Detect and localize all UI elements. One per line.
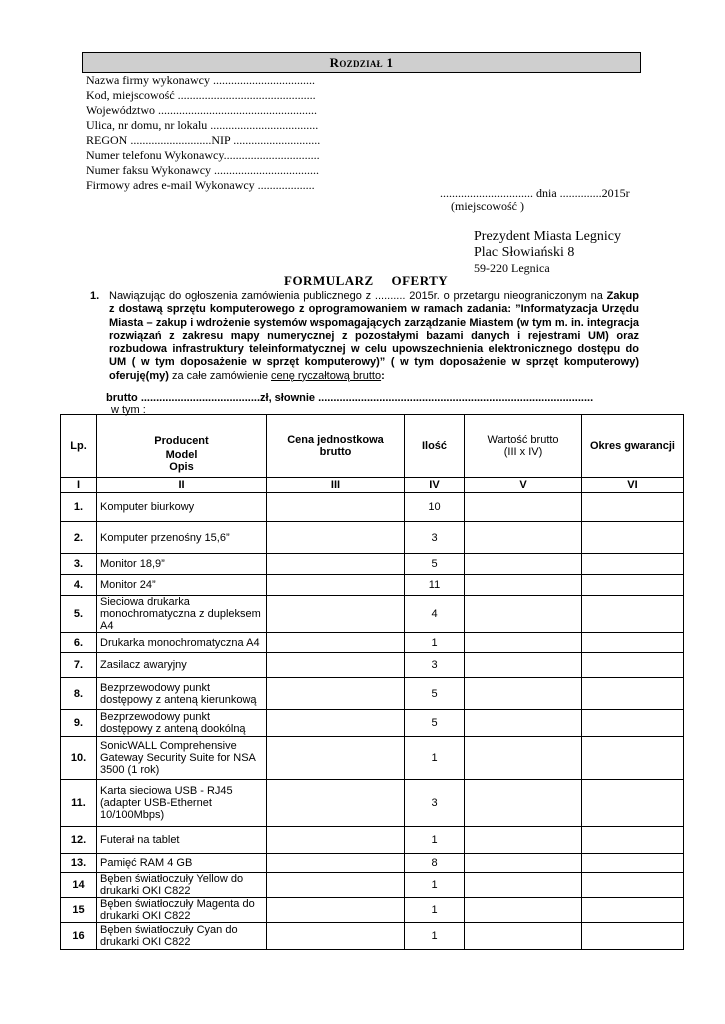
row-lp: 4. <box>61 575 97 596</box>
row-warranty-cell[interactable] <box>582 854 684 873</box>
row-unit-price-cell[interactable] <box>267 827 405 854</box>
table-row <box>61 737 684 780</box>
table-row <box>61 710 684 737</box>
roman-numeral-row <box>61 478 684 493</box>
row-product-name: Pamięć RAM 4 GB <box>97 854 267 873</box>
paragraph-text-end: : <box>381 369 385 382</box>
field-fax[interactable]: Numer faksu Wykonawcy ................................... <box>86 163 320 177</box>
row-product-name: Bezprzewodowy punkt dostępowy z anteną dookólną <box>97 710 267 737</box>
row-product-name: Bęben światłoczuły Magenta do drukarki OKI C822 <box>97 898 267 923</box>
row-warranty-cell[interactable] <box>582 554 684 575</box>
paragraph-text-mid: za całe zamówienie <box>168 369 272 382</box>
row-warranty-cell[interactable] <box>582 678 684 710</box>
table-row <box>61 780 684 827</box>
field-postal-city[interactable]: Kod, miejscowość .............................................. <box>86 88 316 102</box>
row-unit-price-cell[interactable] <box>267 923 405 950</box>
row-total-cell[interactable] <box>465 596 582 633</box>
roman-6: VI <box>582 478 684 493</box>
row-product-name: Futerał na tablet <box>97 827 267 854</box>
row-warranty-cell[interactable] <box>582 873 684 898</box>
row-unit-price-cell[interactable] <box>267 522 405 554</box>
row-quantity: 1 <box>405 737 465 780</box>
recipient-line-1: Prezydent Miasta Legnicy <box>474 229 621 244</box>
paragraph-text-underline: cenę ryczałtową brutto <box>271 369 382 382</box>
row-warranty-cell[interactable] <box>582 710 684 737</box>
row-product-name: Bęben światłoczuły Cyan do drukarki OKI C822 <box>97 923 267 950</box>
form-title: FORMULARZ OFERTY <box>284 273 449 288</box>
row-product-name: Sieciowa drukarka monochromatyczna z dupleksem A4 <box>97 596 267 633</box>
row-quantity: 3 <box>405 653 465 678</box>
row-warranty-cell[interactable] <box>582 493 684 522</box>
row-unit-price-cell[interactable] <box>267 854 405 873</box>
row-warranty-cell[interactable] <box>582 898 684 923</box>
row-unit-price-cell[interactable] <box>267 780 405 827</box>
row-quantity: 1 <box>405 898 465 923</box>
row-product-name: Drukarka monochromatyczna A4 <box>97 633 267 653</box>
row-total-cell[interactable] <box>465 493 582 522</box>
row-warranty-cell[interactable] <box>582 633 684 653</box>
field-regon-nip[interactable]: REGON ...........................NIP ............................. <box>86 133 321 147</box>
row-quantity: 1 <box>405 633 465 653</box>
row-lp: 9. <box>61 710 97 737</box>
row-lp: 14 <box>61 873 97 898</box>
row-total-cell[interactable] <box>465 554 582 575</box>
row-quantity: 1 <box>405 873 465 898</box>
table-row <box>61 575 684 596</box>
roman-1: I <box>61 478 97 493</box>
table-header-row <box>61 415 684 478</box>
row-total-cell[interactable] <box>465 873 582 898</box>
paragraph-number: 1. <box>90 290 100 302</box>
row-unit-price-cell[interactable] <box>267 633 405 653</box>
date-place-caption: (miejscowość ) <box>451 199 524 213</box>
offer-paragraph <box>109 290 639 383</box>
row-lp: 11. <box>61 780 97 827</box>
row-unit-price-cell[interactable] <box>267 493 405 522</box>
row-lp: 8. <box>61 678 97 710</box>
row-total-cell[interactable] <box>465 854 582 873</box>
row-lp: 7. <box>61 653 97 678</box>
row-unit-price-cell[interactable] <box>267 873 405 898</box>
field-phone[interactable]: Numer telefonu Wykonawcy................................ <box>86 148 320 162</box>
table-row <box>61 633 684 653</box>
row-lp: 3. <box>61 554 97 575</box>
row-unit-price-cell[interactable] <box>267 653 405 678</box>
header-cena: Cena jednostkowa brutto <box>267 415 405 478</box>
header-product <box>97 415 267 478</box>
row-lp: 12. <box>61 827 97 854</box>
row-unit-price-cell[interactable] <box>267 596 405 633</box>
row-total-cell[interactable] <box>465 737 582 780</box>
header-okres: Okres gwarancji <box>582 415 684 478</box>
row-unit-price-cell[interactable] <box>267 737 405 780</box>
row-product-name: Bęben światłoczuły Yellow do drukarki OKI C822 <box>97 873 267 898</box>
table-row <box>61 898 684 923</box>
row-total-cell[interactable] <box>465 780 582 827</box>
chapter-title: Rozdział 1 <box>82 52 641 73</box>
row-product-name: Karta sieciowa USB - RJ45 (adapter USB-Ethernet 10/100Mbps) <box>97 780 267 827</box>
row-total-cell[interactable] <box>465 923 582 950</box>
row-unit-price-cell[interactable] <box>267 898 405 923</box>
row-product-name: Monitor 18,9” <box>97 554 267 575</box>
roman-3: III <box>267 478 405 493</box>
row-lp: 6. <box>61 633 97 653</box>
row-total-cell[interactable] <box>465 678 582 710</box>
header-ilosc: Ilość <box>405 415 465 478</box>
table-row <box>61 493 684 522</box>
row-warranty-cell[interactable] <box>582 737 684 780</box>
row-quantity: 5 <box>405 678 465 710</box>
table-row <box>61 554 684 575</box>
table-row <box>61 827 684 854</box>
row-quantity: 8 <box>405 854 465 873</box>
row-lp: 16 <box>61 923 97 950</box>
header-wartosc-sub: (III x IV) <box>503 446 543 458</box>
header-wartosc <box>465 415 582 478</box>
roman-4: IV <box>405 478 465 493</box>
table-row <box>61 854 684 873</box>
row-product-name: Komputer przenośny 15,6” <box>97 522 267 554</box>
recipient-line-3: 59-220 Legnica <box>474 261 550 275</box>
w-tym-label: w tym : <box>111 404 146 416</box>
row-product-name: Zasilacz awaryjny <box>97 653 267 678</box>
roman-5: V <box>465 478 582 493</box>
row-unit-price-cell[interactable] <box>267 575 405 596</box>
row-lp: 13. <box>61 854 97 873</box>
row-total-cell[interactable] <box>465 710 582 737</box>
row-total-cell[interactable] <box>465 522 582 554</box>
row-quantity: 5 <box>405 710 465 737</box>
field-email[interactable]: Firmowy adres e-mail Wykonawcy ................... <box>86 178 315 192</box>
field-company-name[interactable]: Nazwa firmy wykonawcy .................................. <box>86 73 315 87</box>
row-product-name: SonicWALL Comprehensive Gateway Security Suite for NSA 3500 (1 rok) <box>97 737 267 780</box>
row-total-cell[interactable] <box>465 575 582 596</box>
row-quantity: 3 <box>405 522 465 554</box>
row-product-name: Bezprzewodowy punkt dostępowy z anteną kierunkową <box>97 678 267 710</box>
field-street[interactable]: Ulica, nr domu, nr lokalu .................................... <box>86 118 319 132</box>
row-total-cell[interactable] <box>465 633 582 653</box>
row-product-name: Monitor 24” <box>97 575 267 596</box>
row-quantity: 5 <box>405 554 465 575</box>
table-row <box>61 596 684 633</box>
row-unit-price-cell[interactable] <box>267 710 405 737</box>
brutto-line[interactable]: brutto .......................................zł, słownie .......................................................................................... <box>106 392 594 404</box>
header-model: Model <box>165 448 198 461</box>
row-total-cell[interactable] <box>465 827 582 854</box>
row-warranty-cell[interactable] <box>582 653 684 678</box>
table-row <box>61 678 684 710</box>
row-warranty-cell[interactable] <box>582 780 684 827</box>
table-row <box>61 653 684 678</box>
row-lp: 15 <box>61 898 97 923</box>
row-product-name: Komputer biurkowy <box>97 493 267 522</box>
row-warranty-cell[interactable] <box>582 923 684 950</box>
contractor-fields <box>86 73 320 193</box>
row-warranty-cell[interactable] <box>582 575 684 596</box>
row-quantity: 11 <box>405 575 465 596</box>
header-opis: Opis <box>169 460 194 473</box>
row-unit-price-cell[interactable] <box>267 678 405 710</box>
row-warranty-cell[interactable] <box>582 522 684 554</box>
table-row <box>61 923 684 950</box>
recipient-line-2: Plac Słowiański 8 <box>474 245 575 260</box>
header-wartosc-label: Wartość brutto <box>487 434 559 446</box>
date-line[interactable]: ............................... dnia ..............2015r <box>440 186 630 200</box>
row-total-cell[interactable] <box>465 898 582 923</box>
table-row <box>61 522 684 554</box>
row-unit-price-cell[interactable] <box>267 554 405 575</box>
offer-table <box>60 414 684 950</box>
header-lp: Lp. <box>61 415 97 478</box>
row-warranty-cell[interactable] <box>582 596 684 633</box>
field-voivodeship[interactable]: Województwo ..................................................... <box>86 103 318 117</box>
row-quantity: 1 <box>405 827 465 854</box>
roman-2: II <box>97 478 267 493</box>
row-quantity: 1 <box>405 923 465 950</box>
header-producent: Producent <box>154 434 209 447</box>
row-quantity: 10 <box>405 493 465 522</box>
paragraph-text-start: Nawiązując do ogłoszenia zamówienia publicznego z .......... 2015r. o przetargu nieograniczonym na <box>109 290 607 302</box>
row-lp: 10. <box>61 737 97 780</box>
row-quantity: 3 <box>405 780 465 827</box>
paragraph-text-bold: Zakup z dostawą sprzętu komputerowego z oprogramowaniem w ramach zadania: ”Informatyzacja Urzędu Miasta – zakup i wdrożenie systemów wspomagających zarządzanie Miastem (w tym m. in. integracja rozwiązań z zakresu mapy numerycznej z pozostałymi bazami danych i rejestrami UM) oraz rozbudowa infrastruktury teleinformatycznej w celu upowszechnienia elektronicznego dostępu do UM ( w tym doposażenie w sprzęt komputerowy)” ( w tym doposażenie w sprzęt komputerowy) oferuję(my) <box>109 290 639 382</box>
table-row <box>61 873 684 898</box>
row-quantity: 4 <box>405 596 465 633</box>
row-lp: 2. <box>61 522 97 554</box>
row-lp: 1. <box>61 493 97 522</box>
row-lp: 5. <box>61 596 97 633</box>
row-warranty-cell[interactable] <box>582 827 684 854</box>
row-total-cell[interactable] <box>465 653 582 678</box>
